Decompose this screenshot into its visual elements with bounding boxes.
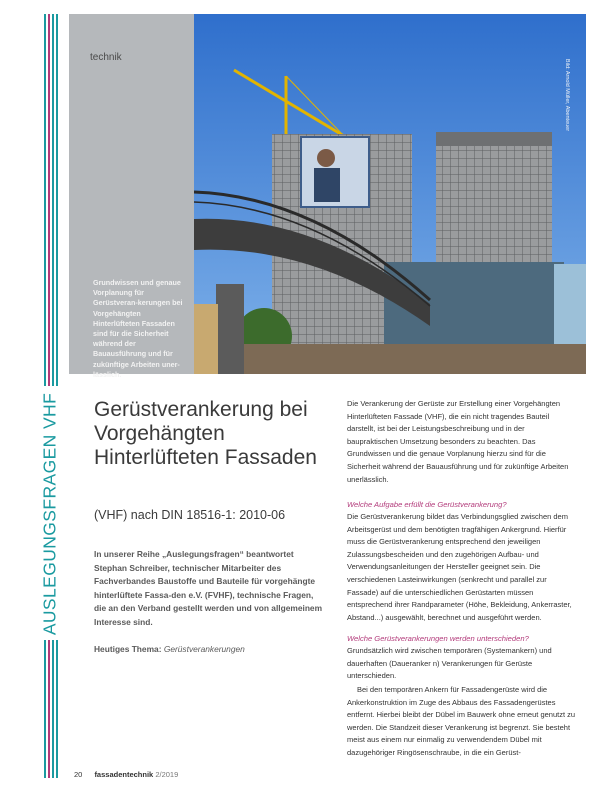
photo-caption: Grundwissen und genaue Vorplanung für Gerüstveran-kerungen bei Vorgehängten Hinterlüfteten Fassaden sind für die Sicherheit während der Bauausführung und für zukünftige Arbeiten uner-lässlich. (93, 278, 183, 379)
decor-stripe (48, 640, 50, 778)
decor-stripe (52, 14, 54, 386)
article-intro: In unserer Reihe „Auslegungsfragen“ beantwortet Stephan Schreiber, technischer Mitarbeiter des Fachverbandes Baustoffe und Bauteile für vorgehängte hinterlüftete Fassa-den e.V. (FVHF), technische Fragen, die an den Verband gestellt werden und von allgemeinem Interesse sind. (94, 549, 323, 627)
photo-credit (560, 58, 574, 132)
theme-label: Heutiges Thema: (94, 644, 162, 654)
header-photo (194, 14, 586, 374)
page-footer (74, 770, 178, 779)
question-heading: Welche Aufgabe erfüllt die Gerüstverankerung? (347, 500, 507, 509)
decor-stripe (44, 640, 46, 778)
magazine-name: fassadentechnik (94, 770, 154, 779)
issue-number: 2/2019 (155, 770, 179, 779)
theme-line (94, 644, 245, 654)
decor-stripe (48, 14, 50, 386)
article-title: Gerüstverankerung bei Vorgehängten Hinterlüfteten Fassaden (94, 398, 317, 469)
section-tag: technik (90, 52, 122, 63)
vertical-section-label-text: AUSLEGUNGSFRAGEN VHF (39, 392, 60, 636)
building-site-photo (194, 14, 586, 374)
decor-stripe (56, 640, 58, 778)
page-number: 20 (74, 770, 83, 779)
body-paragraph: Die Gerüstverankerung bildet das Verbindungsglied zwischen dem Arbeitsgerüst und dem benötigten tragfähigen Ankergrund. Hierfür muss die Gerüstverankerung entsprechend den jeweiligen Zulassungsbescheiden und den zugehörigen Aufbau- und Verwendungsanleitungen der Hersteller geeignet sein. Die verschiedenen Lasteinwirkungen (senkrecht und parallel zur Fassade) auf die unterschiedlichen Gerüstarten müssen entsprechend ihrer Randparameter (Höhe, Bekleidung, Ankerraster, Abstand...) ausgewählt, berechnet und ausgeführt werden. (347, 512, 572, 622)
body-paragraph: Bei den temporären Ankern für Fassadengerüste wird die Ankerkonstruktion im Zuge des Abbaus des Fassadengerüstes entfernt. Hierbei bleibt der Dübel im Bauwerk ohne erneut genutzt zu werden. Die Standzeit dieser Verankerung ist begrenzt. Sie besteht meist aus einem nur einmalig zu verwendendem Dübel mit dazugehöriger Ringösenschraube, in die ein Gerüst- (347, 685, 576, 757)
decor-stripe (56, 14, 58, 386)
article-subtitle: (VHF) nach DIN 18516-1: 2010-06 (94, 508, 286, 522)
body-paragraph: Grundsätzlich wird zwischen temporären (Systemankern) und dauerhaften (Daueranker n) Verankerungen für Gerüste unterschieden. (347, 646, 552, 681)
theme-value: Gerüstverankerungen (163, 644, 245, 654)
decor-stripe (44, 14, 46, 386)
photo-credit-text: Bild: Arnold Müller, Abenteuer (564, 58, 570, 132)
question-heading: Welche Gerüstverankerungen werden unterschieden? (347, 634, 529, 643)
body-paragraph: Die Verankerung der Gerüste zur Erstellung einer Vorgehängten Hinterlüfteten Fassade (VHF), die ein nicht tragendes Bauteil darstellt, ist bei der Leistungsbeschreibung und in der baupraktischen Umsetzung besonders zu beachten. Das Grundwissen und die genaue Vorplanung hierzu sind für die Sicherheit während der Bauausführung und für zukünftige Arbeiten unerlässlich. (347, 399, 569, 484)
vertical-section-label (38, 392, 62, 636)
decor-stripe (52, 640, 54, 778)
